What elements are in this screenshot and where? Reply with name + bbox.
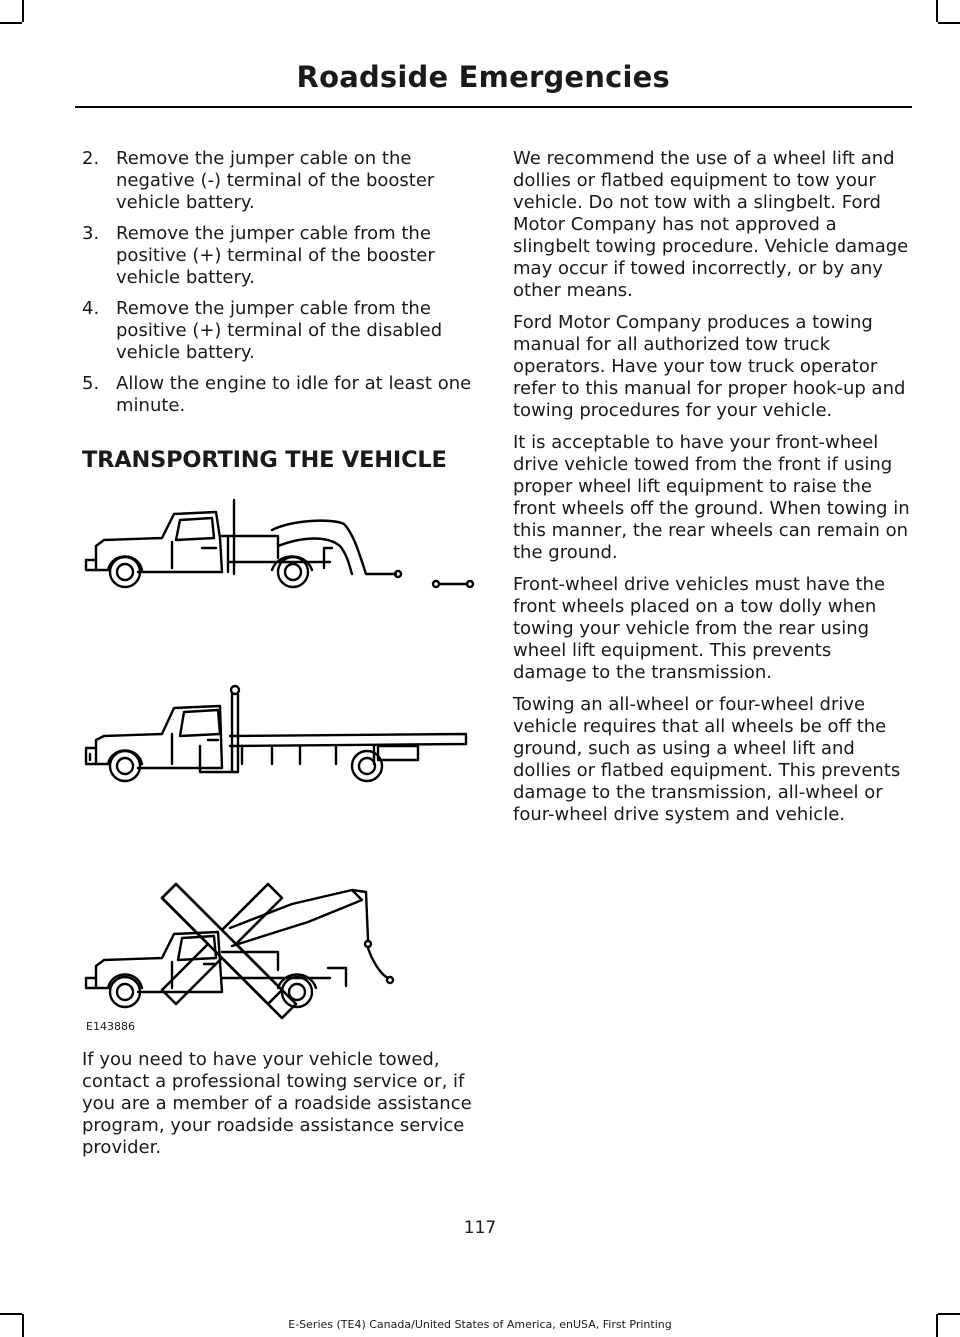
step-item <box>82 373 476 417</box>
paragraph: It is acceptable to have your front-wheel drive vehicle towed from the front if using proper wheel lift equipment to raise the front wheels off the ground. When towing in this manner, the rear wheels can remain on the ground. <box>513 432 910 563</box>
step-text: Allow the engine to idle for at least one minute. <box>116 373 472 416</box>
page-title: Roadside Emergencies <box>296 60 670 94</box>
left-column-bottom <box>82 1049 476 1169</box>
section-heading: TRANSPORTING THE VEHICLE <box>82 447 447 473</box>
paragraph: If you need to have your vehicle towed, contact a professional towing service or, if you are a member of a roadside assistance program, your roadside assistance service provider. <box>82 1049 472 1158</box>
crop-mark <box>936 0 938 22</box>
crop-mark <box>938 1313 960 1315</box>
step-text: Remove the jumper cable from the positive (+) terminal of the disabled vehicle battery. <box>116 298 443 363</box>
paragraph: Towing an all-wheel or four-wheel drive vehicle requires that all wheels be off the ground, such as using a wheel lift and dollies or flatbed equipment. This prevents damage to the transmission, all-wheel or four-wheel drive system and vehicle. <box>513 694 901 825</box>
right-column <box>513 148 910 836</box>
wheel-lift-tow-truck-icon <box>86 500 473 587</box>
step-text: Remove the jumper cable from the positive (+) terminal of the booster vehicle battery. <box>116 223 435 288</box>
step-item <box>82 223 476 289</box>
step-item <box>82 148 476 214</box>
page-number: 117 <box>463 1218 497 1238</box>
crop-mark <box>22 0 24 22</box>
paragraph: Ford Motor Company produces a towing manual for all authorized tow truck operators. Have your tow truck operator refer to this manual for proper hook-up and towing procedures for your vehicle. <box>513 312 906 421</box>
step-text: Remove the jumper cable on the negative (-) terminal of the booster vehicle battery. <box>116 148 435 213</box>
step-number: 4. <box>82 298 100 319</box>
crop-mark <box>938 22 960 24</box>
crop-mark <box>0 1313 22 1315</box>
flatbed-tow-truck-icon <box>86 686 466 781</box>
footer-text: E-Series (TE4) Canada/United States of America, enUSA, First Printing <box>288 1318 672 1331</box>
step-number: 5. <box>82 373 100 394</box>
paragraph: We recommend the use of a wheel lift and dollies or flatbed equipment to tow your vehicle. Do not tow with a slingbelt. Ford Motor Company has not approved a slingbelt towing procedure. Vehicle damage may occur if towed incorrectly, or by any other means. <box>513 148 909 301</box>
crop-mark <box>0 22 22 24</box>
step-number: 3. <box>82 223 100 244</box>
figure-code: E143886 <box>86 1020 135 1033</box>
paragraph: Front-wheel drive vehicles must have the front wheels placed on a tow dolly when towing your vehicle from the rear using wheel lift equipment. This prevents damage to the transmission. <box>513 574 886 683</box>
header-rule <box>75 106 912 108</box>
left-column <box>82 148 476 491</box>
step-number: 2. <box>82 148 100 169</box>
step-item <box>82 298 476 364</box>
towing-illustration <box>82 490 476 1040</box>
